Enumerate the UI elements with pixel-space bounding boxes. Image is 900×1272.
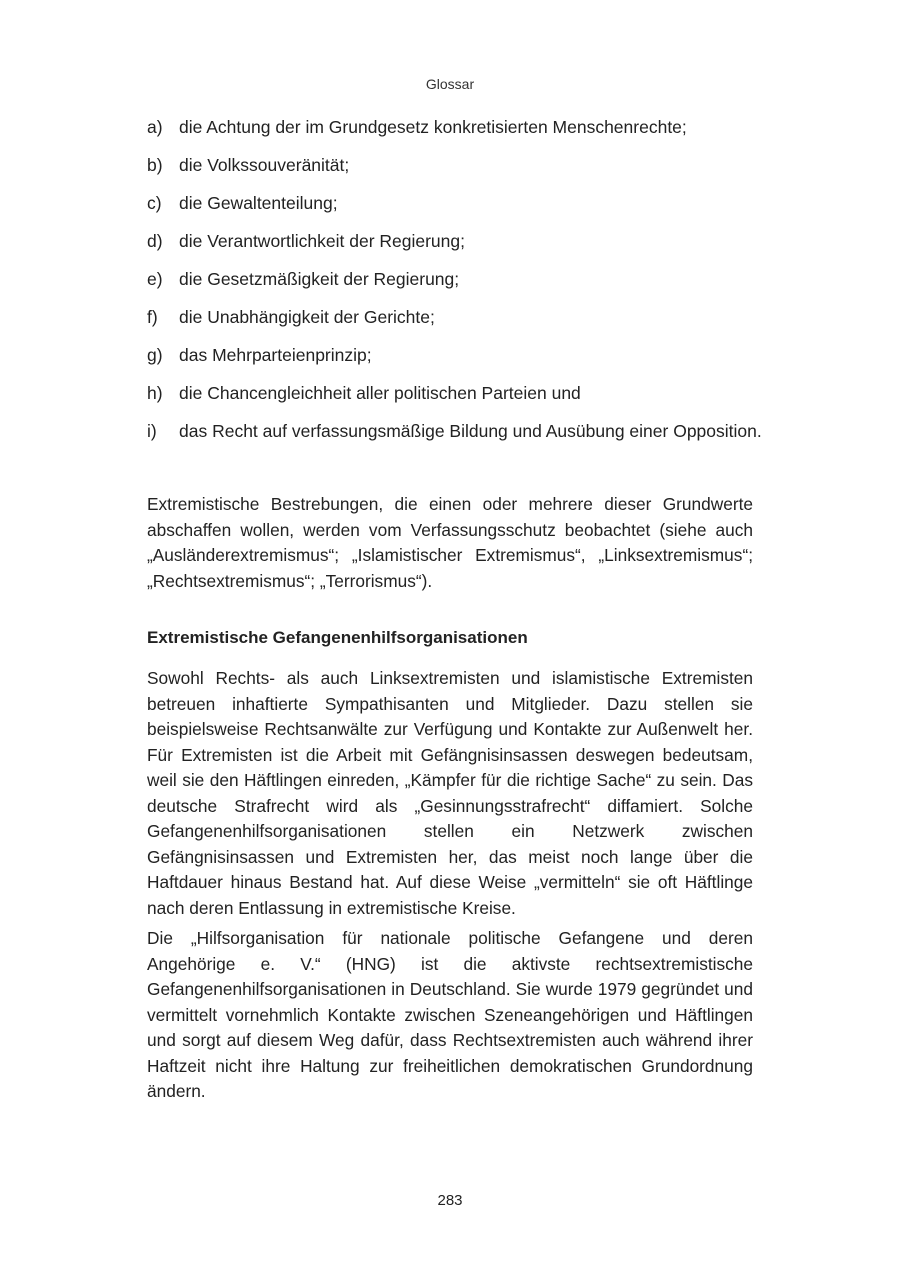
list-marker: c)	[147, 193, 162, 213]
list-item	[147, 192, 767, 215]
list-marker: h)	[147, 383, 163, 403]
list-item-text: die Verantwortlichkeit der Regierung;	[179, 231, 465, 251]
list-marker: d)	[147, 231, 163, 251]
page-number: 283	[437, 1192, 463, 1209]
list-marker: e)	[147, 269, 163, 289]
list-item	[147, 344, 767, 367]
list-marker: a)	[147, 117, 163, 137]
list-item-text: das Mehrparteienprinzip;	[179, 345, 372, 365]
list-item-text: die Gewaltenteilung;	[179, 193, 338, 213]
list-item-text: die Achtung der im Grundgesetz konkretisierten Menschenrechte;	[179, 117, 687, 137]
list-item	[147, 230, 767, 253]
list-item-text: die Volkssouveränität;	[179, 155, 350, 175]
list-item-text: das Recht auf verfassungsmäßige Bildung und Ausübung einer Opposition.	[179, 421, 762, 441]
list-item	[147, 420, 767, 443]
list-item	[147, 306, 767, 329]
list-item-text: die Gesetzmäßigkeit der Regierung;	[179, 269, 460, 289]
paragraph-hng: Die „Hilfsorganisation für nationale politische Gefangene und deren Angehörige e. V.“ (HNG) ist die aktivste rechtsextremistische Gefangenenhilfsorganisationen in Deutschland. Sie wurde 1979 gegründet und vermittelt vornehmlich Kontakte zwischen Szeneangehörigen und Häftlingen und sorgt auf diesem Weg dafür, dass Rechtsextremisten auch während ihrer Haftzeit nicht ihre Haltung zur freiheitlichen demokratischen Grundordnung ändern.	[147, 928, 753, 1101]
list-item-text: die Unabhängigkeit der Gerichte;	[179, 307, 435, 327]
list-marker: f)	[147, 307, 158, 327]
paragraph-prisoner-support: Sowohl Rechts- als auch Linksextremisten und islamistische Extremisten betreuen inhaftierte Sympathisanten und Mitglieder. Dazu stellen sie beispielsweise Rechtsanwälte zur Verfügung und Kontakte zur Außenwelt her. Für Extremisten ist die Arbeit mit Gefängnisinsassen deswegen bedeutsam, weil sie den Häftlingen einreden, „Kämpfer für die richtige Sache“ zu sein. Das deutsche Strafrecht wird als „Gesinnungsstrafrecht“ diffamiert. Solche Gefangenenhilfsorganisationen stellen ein Netzwerk zwischen Gefängnisinsassen und Extremisten her, das meist noch lange über die Haftdauer hinaus Bestand hat. Auf diese Weise „vermitteln“ sie oft Häftlinge nach deren Entlassung in extremistische Kreise.	[147, 668, 753, 918]
running-title: Glossar	[425, 76, 475, 92]
list-marker: b)	[147, 155, 163, 175]
list-item	[147, 116, 767, 139]
list-item-text: die Chancengleichheit aller politischen Parteien und	[179, 383, 581, 403]
section-heading: Extremistische Gefangenenhilfsorganisationen	[147, 628, 528, 647]
list-marker: i)	[147, 421, 157, 441]
paragraph-extremist-aims: Extremistische Bestrebungen, die einen oder mehrere dieser Grundwerte abschaffen wollen, werden vom Verfassungsschutz beobachtet (siehe auch „Ausländerextremismus“; „Islamistischer Extremismus“, „Linksextremismus“; „Rechtsextremismus“; „Terrorismus“).	[147, 494, 753, 591]
list-item	[147, 154, 767, 177]
principles-list	[147, 116, 767, 443]
list-item	[147, 382, 767, 405]
list-marker: g)	[147, 345, 163, 365]
list-item	[147, 268, 767, 291]
